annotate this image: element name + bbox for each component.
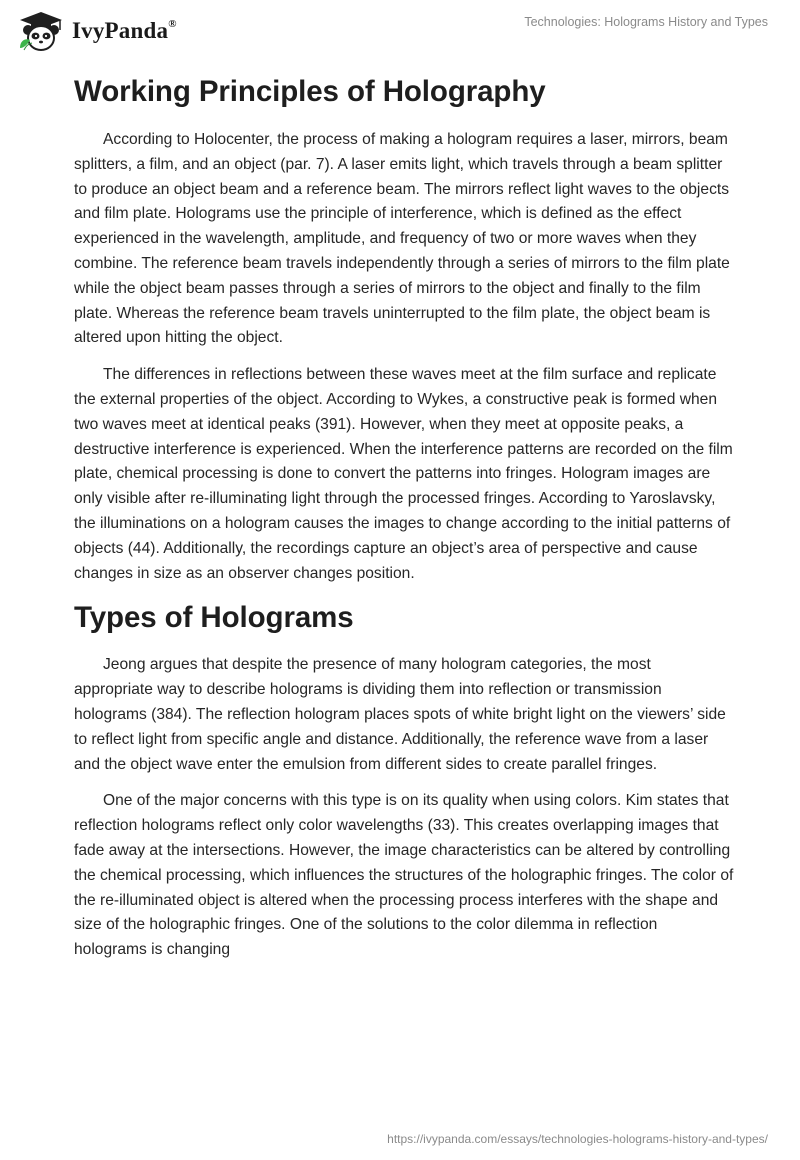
registered-mark: ® [168, 18, 177, 31]
paragraph: According to Holocenter, the process of making a hologram requires a laser, mirrors, beam splitters, a film, and an object (par. 7). A laser emits light, which travels through a beam splitter to produce an object beam and a reference beam. The mirrors reflect light waves to the objects and film plate. Holograms use the principle of interference, which is defined as the effect experienced in the wavelength, amplitude, and frequency of two or more waves when they combine. The reference beam travels independently through a series of mirrors to the film plate while the object beam passes through a series of mirrors to the object and finally to the film plate. Whereas the reference beam travels uninterrupted to the film plate, the object beam is altered upon hitting the object. [74, 131, 730, 347]
section-heading-working-principles: Working Principles of Holography [74, 75, 546, 108]
brand-name [72, 18, 177, 44]
paragraph: The differences in reflections between these waves meet at the film surface and replicate the external properties of the object. According to Wykes, a constructive peak is formed when two waves meet at identical peaks (391). However, when they meet at opposite peaks, a destructive interference is experienced. When the interference patterns are recorded on the film plate, chemical processing is done to convert the patterns into fringes. Hologram images are only visible after re-illuminating light through the processed fringes. According to Yaroslavsky, the illuminations on a hologram causes the images to change according to the initial patterns of objects (44). Additionally, the recordings capture an object’s area of perspective and cause changes in size as an observer changes position. [74, 366, 733, 582]
essay-body [74, 72, 734, 975]
source-url[interactable]: https://ivypanda.com/essays/technologies-holograms-history-and-types/ [387, 1132, 768, 1146]
panda-icon [16, 10, 66, 52]
page-header [0, 0, 800, 64]
brand-name-text: IvyPanda [72, 18, 169, 43]
document-title: Technologies: Holograms History and Types [524, 15, 768, 29]
paragraph: Jeong argues that despite the presence of many hologram categories, the most appropriate way to describe holograms is dividing them into reflection or transmission holograms (384). The reflection hologram places spots of white bright light on the viewers’ side to reflect light from specific angle and distance. Additionally, the reference wave from a laser and the object wave enter the emulsion from different sides to create parallel fringes. [74, 656, 726, 773]
paragraph: One of the major concerns with this type is on its quality when using colors. Kim states that reflection holograms reflect only color wavelengths (33). This creates overlapping images that fade away at the intersections. However, the image characteristics can be altered by controlling the chemical processing, which influences the structures of the holographic fringes. The color of the re-illuminated object is altered when the processing process interferes with the shape and size of the holographic fringes. One of the solutions to the color dilemma in reflection holograms is changing [74, 792, 734, 959]
section-heading-types-of-holograms: Types of Holograms [74, 601, 354, 635]
ivypanda-logo[interactable] [16, 10, 177, 52]
